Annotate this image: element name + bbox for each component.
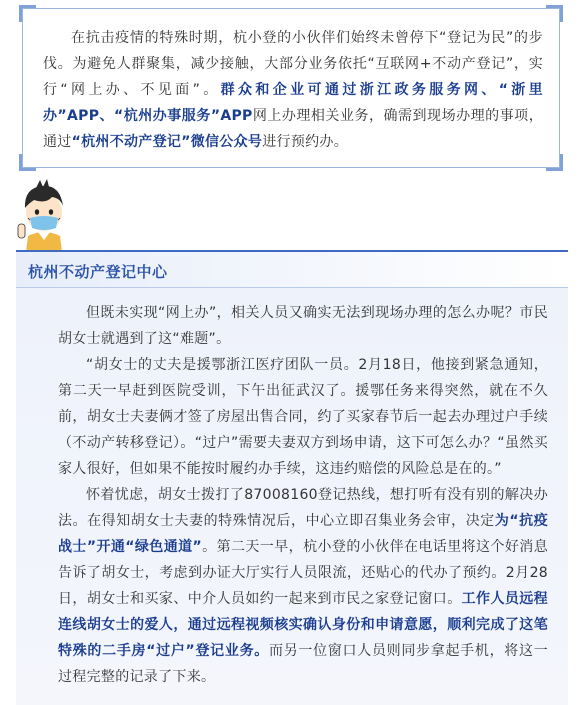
- article-paragraph-1: 但既未实现“网上办”，相关人员又确实无法到现场办理的怎么办呢？市民胡女士就遇到了这“难题”。: [58, 305, 548, 347]
- notice-text-hl1: 群众和企业可通过: [220, 82, 360, 98]
- notice-box: [22, 8, 560, 168]
- notice-text-hl2: 浙江政务服务网、“浙里办”APP、“杭州办事服务”APP: [43, 82, 543, 124]
- notice-text-end: 进行预约办。: [262, 134, 349, 150]
- notice-text-intro: 在抗击疫情的特殊时期，杭小登的小伙伴们始终未曾停下“登记为民”的步伐。为避免人群聚集，减少接触，大部分业务依托“互联网+不动产登记”，实行“网上办、不见面”。: [43, 30, 543, 98]
- article-para3-c: 。第二天一早，杭小登的小伙伴在电话里将这个好消息告诉了胡女士，考虑到办证大厅实行人员限流，还贴心的代办了预约。2月28日，胡女士和买家、中介人员如约一起来到市民之家登记窗口。: [58, 539, 549, 607]
- article-para3-a: 怀着忧虑，胡女士拨打了87008160登记热线，想打听有没有别的解决办法。在得知胡女士夫妻的特殊情况后，中心立即召集业务会审，决定: [58, 487, 548, 529]
- frame-corner: [546, 154, 563, 171]
- article-para3-e: 而另一位窗口人员则同步拿起手机，将这一过程完整的记录了下来。: [58, 643, 549, 685]
- article-paragraph-3: [58, 482, 548, 690]
- section-header-top-rule: [16, 250, 568, 252]
- mascot-avatar-icon: [16, 178, 72, 252]
- notice-text-mid: 网上办理相关业务，确需到现场办理的事项，通过: [43, 108, 543, 150]
- article-body: [58, 300, 548, 690]
- frame-corner: [19, 5, 36, 22]
- frame-corner: [19, 154, 36, 171]
- notice-text-hl3: “杭州不动产登记”微信公众号: [71, 134, 263, 150]
- article-para3-highlight-2: 工作人员远程连线胡女士的爱人，通过远程视频核实确认身份和申请意愿，顺利完成了这笔特殊的二手房“过户”登记业务。: [58, 591, 548, 659]
- notice-paragraph: [43, 25, 543, 155]
- section-title: 杭州不动产登记中心: [28, 263, 168, 281]
- article-paragraph-2: “胡女士的丈夫是援鄂浙江医疗团队一员。2月18日，他接到紧急通知，第二天一早赶到医院受训，下午出征武汉了。援鄂任务来得突然，就在不久前，胡女士夫妻俩才签了房屋出售合同，约了买家春节后一起去办理过户手续（不动产转移登记）。“过户”需要夫妻双方到场申请，这下可怎么办？“虽然买家人很好，但如果不能按时履约办手续，这违约赔偿的风险总是在的。”: [58, 357, 548, 477]
- article-para3-highlight-1: 为“抗疫战士”开通“绿色通道”: [58, 513, 548, 555]
- frame-corner: [546, 5, 563, 22]
